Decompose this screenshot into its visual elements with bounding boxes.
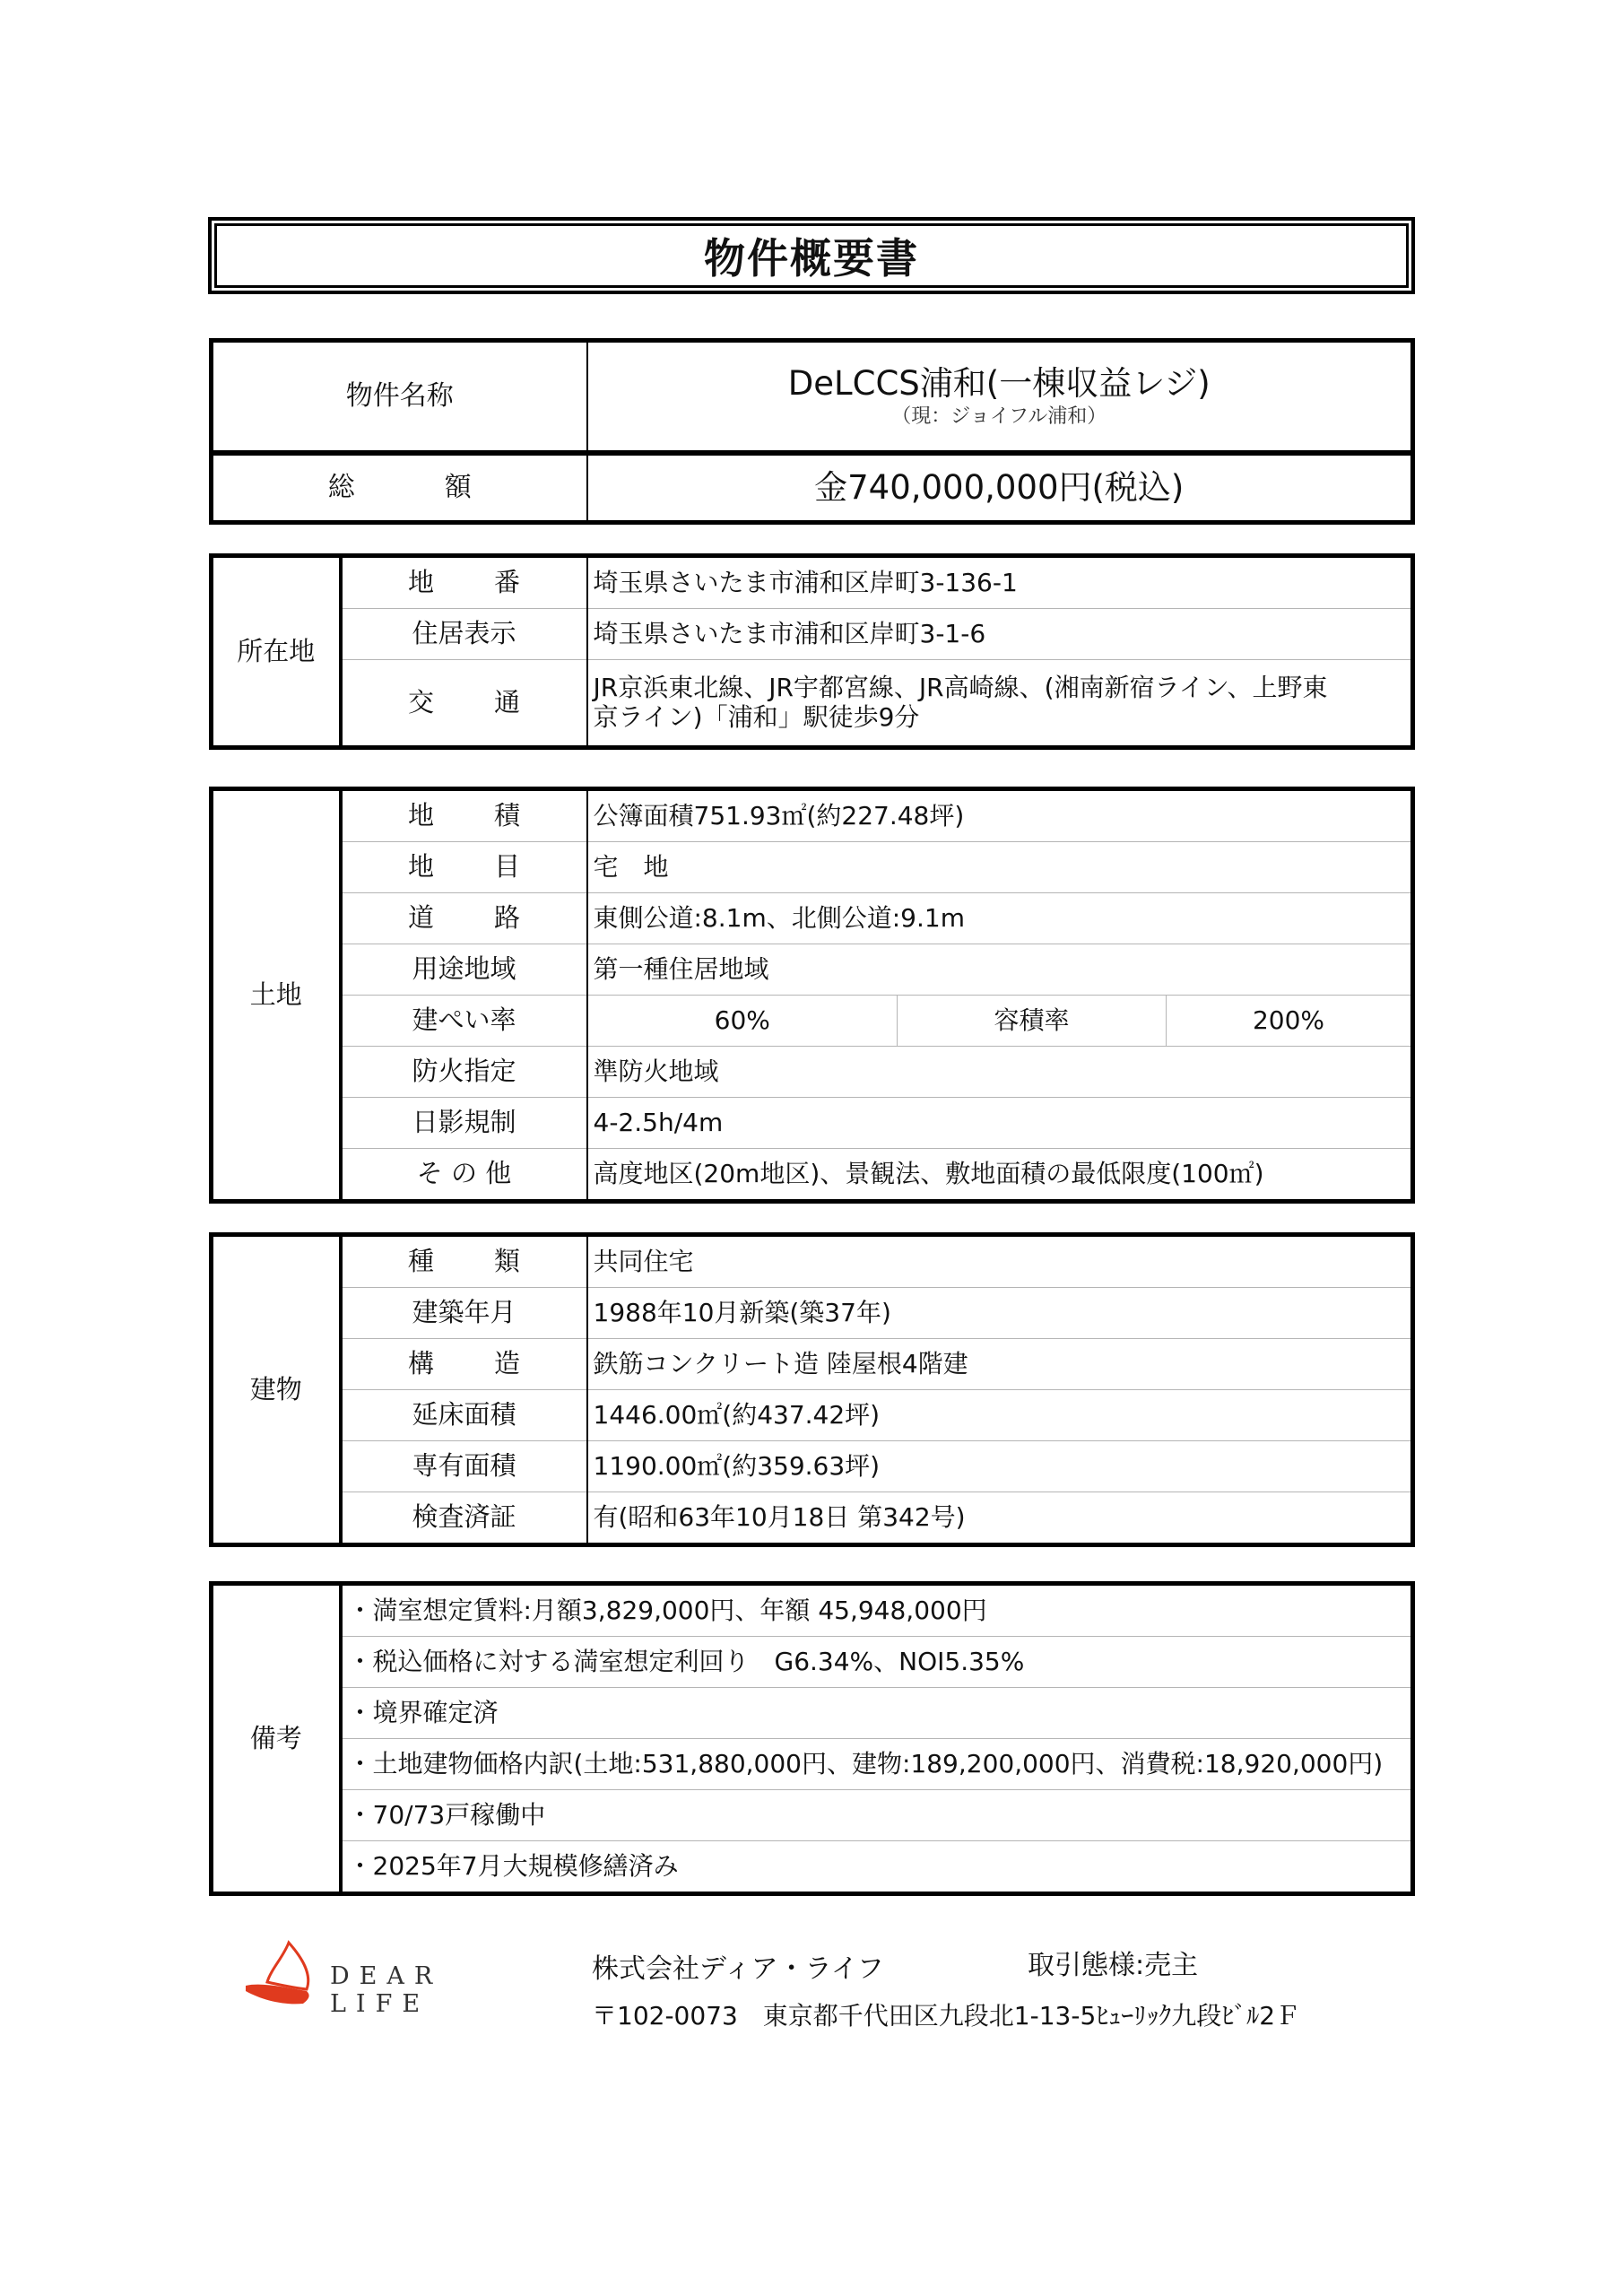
- row-value: 公簿面積751.93㎡(約227.48坪): [587, 789, 1413, 842]
- floor-area-ratio-value: 200%: [1167, 996, 1413, 1047]
- property-current-name: （現：ジョイフル浦和）: [891, 404, 1107, 428]
- total-price-row: [212, 453, 1413, 523]
- remark-row: [212, 1841, 1413, 1894]
- row-label: 日影規制: [341, 1098, 587, 1149]
- row-value: 4-2.5h/4m: [587, 1098, 1413, 1149]
- remark-row: [212, 1584, 1413, 1637]
- table-row: [212, 842, 1413, 893]
- table-row: [212, 1098, 1413, 1149]
- total-price-label: [212, 453, 587, 523]
- row-label: 検査済証: [341, 1492, 587, 1545]
- row-value: [587, 660, 1413, 748]
- row-label: 防火指定: [341, 1047, 587, 1098]
- coverage-ratio-value: 60%: [587, 996, 898, 1047]
- row-value: 東側公道:8.1m、北側公道:9.1m: [587, 893, 1413, 944]
- row-value: 宅 地: [587, 842, 1413, 893]
- table-row: [212, 996, 1413, 1047]
- location-group-label: 所在地: [212, 556, 341, 748]
- table-row: [212, 1149, 1413, 1202]
- access-line-2: 京ライン)「浦和」駅徒歩9分: [593, 701, 920, 732]
- logo-text: DEAR LIFE: [330, 1962, 443, 2018]
- table-row: [212, 1235, 1413, 1288]
- row-value: 高度地区(20m地区)、景観法、敷地面積の最低限度(100㎡): [587, 1149, 1413, 1202]
- row-label: 交 通: [341, 660, 587, 748]
- row-label: 専有面積: [341, 1441, 587, 1492]
- table-row: [212, 660, 1413, 748]
- land-group-label: 土地: [212, 789, 341, 1202]
- remark-item: ・2025年7月大規模修繕済み: [341, 1841, 1413, 1894]
- remark-item: ・土地建物価格内訳(土地:531,880,000円、建物:189,200,000円、消費税:18,920,000円): [341, 1739, 1413, 1790]
- remarks-group-label: 備考: [212, 1584, 341, 1894]
- row-label: そ の 他: [341, 1149, 587, 1202]
- company-name: 株式会社ディア・ライフ: [592, 1953, 884, 1985]
- row-label: 用途地域: [341, 944, 587, 996]
- total-price-label-2: 額: [444, 471, 472, 503]
- table-row: [212, 1339, 1413, 1390]
- table-row: [212, 944, 1413, 996]
- total-price-value: 金740,000,000円(税込): [814, 467, 1185, 507]
- row-label: 住居表示: [341, 609, 587, 660]
- row-value: 共同住宅: [587, 1235, 1413, 1288]
- remark-row: [212, 1637, 1413, 1688]
- building-table: [209, 1232, 1415, 1547]
- table-row: [212, 893, 1413, 944]
- summary-table: [209, 338, 1415, 525]
- land-table: [209, 787, 1415, 1204]
- row-value: 埼玉県さいたま市浦和区岸町3-1-6: [587, 609, 1413, 660]
- property-name-cell: [587, 341, 1413, 454]
- remark-row: [212, 1739, 1413, 1790]
- remark-row: [212, 1688, 1413, 1739]
- row-value: 埼玉県さいたま市浦和区岸町3-136-1: [587, 556, 1413, 609]
- total-price-label-1: 総: [327, 471, 355, 503]
- company-address: 〒102-0073 東京都千代田区九段北1-13-5ﾋｭｰﾘｯｸ九段ﾋﾞﾙ2Ｆ: [592, 2001, 1301, 2031]
- floor-area-ratio-label: 容積率: [898, 996, 1167, 1047]
- remarks-table: [209, 1581, 1415, 1896]
- property-name-label: 物件名称: [212, 341, 587, 454]
- row-value: 有(昭和63年10月18日 第342号): [587, 1492, 1413, 1545]
- total-price-cell: [587, 453, 1413, 523]
- remark-item: ・70/73戸稼働中: [341, 1790, 1413, 1841]
- document-title-box: [208, 217, 1415, 294]
- row-label: 構 造: [341, 1339, 587, 1390]
- row-label: 延床面積: [341, 1390, 587, 1441]
- remark-item: ・境界確定済: [341, 1688, 1413, 1739]
- row-label: 建築年月: [341, 1288, 587, 1339]
- row-label: 建ぺい率: [341, 996, 587, 1047]
- row-label: 道 路: [341, 893, 587, 944]
- trade-type: 取引態様:売主: [1028, 1950, 1199, 1981]
- row-value: 第一種住居地域: [587, 944, 1413, 996]
- company-logo: [244, 1939, 531, 2018]
- table-row: [212, 556, 1413, 609]
- remark-item: ・満室想定賃料:月額3,829,000円、年額 45,948,000円: [341, 1584, 1413, 1637]
- row-value: 1446.00㎡(約437.42坪): [587, 1390, 1413, 1441]
- row-label: 種 類: [341, 1235, 587, 1288]
- document-title: 物件概要書: [704, 234, 919, 283]
- location-table: [209, 553, 1415, 750]
- row-value: 1190.00㎡(約359.63坪): [587, 1441, 1413, 1492]
- table-row: [212, 789, 1413, 842]
- remark-item: ・税込価格に対する満室想定利回り G6.34%、NOI5.35%: [341, 1637, 1413, 1688]
- property-name-value: DeLCCS浦和(一棟収益レジ): [787, 364, 1211, 404]
- table-row: [212, 1390, 1413, 1441]
- table-row: [212, 1441, 1413, 1492]
- row-label: 地 番: [341, 556, 587, 609]
- access-line-1: JR京浜東北線、JR宇都宮線、JR高崎線、(湘南新宿ライン、上野東: [593, 673, 1328, 703]
- row-value: 準防火地域: [587, 1047, 1413, 1098]
- remark-row: [212, 1790, 1413, 1841]
- row-label: 地 積: [341, 789, 587, 842]
- table-row: [212, 1047, 1413, 1098]
- drop-logo-icon: [244, 1939, 325, 2011]
- row-value: 鉄筋コンクリート造 陸屋根4階建: [587, 1339, 1413, 1390]
- property-name-row: [212, 341, 1413, 454]
- table-row: [212, 1288, 1413, 1339]
- table-row: [212, 609, 1413, 660]
- building-group-label: 建物: [212, 1235, 341, 1545]
- row-value: 1988年10月新築(築37年): [587, 1288, 1413, 1339]
- row-label: 地 目: [341, 842, 587, 893]
- table-row: [212, 1492, 1413, 1545]
